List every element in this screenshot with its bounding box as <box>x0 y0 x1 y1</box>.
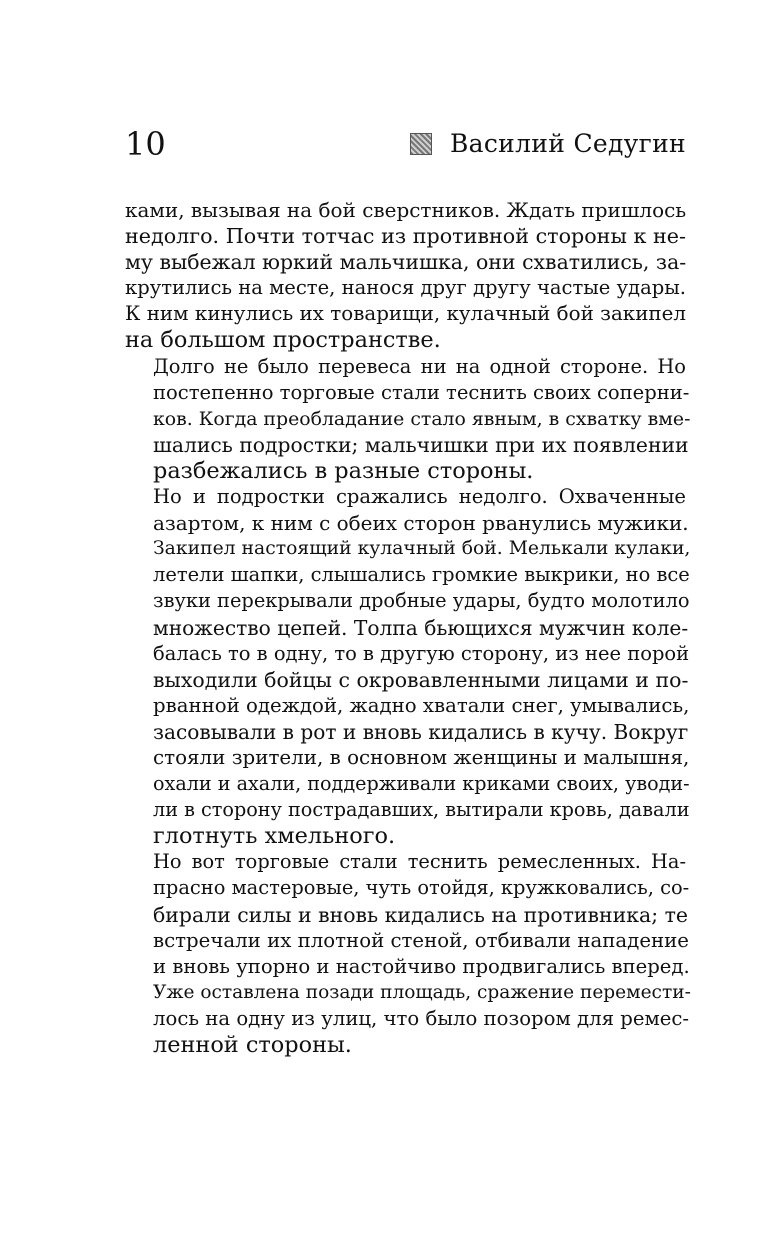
text-line: стояли зрители, в основном женщины и малышня, <box>153 745 690 769</box>
text-line: на большом пространстве. <box>125 327 441 354</box>
text-line: постепенно торговые стали теснить своих соперни- <box>153 380 690 404</box>
text-line: ков. Когда преобладание стало явным, в схватку вме- <box>153 407 691 430</box>
text-line: ленной стороны. <box>153 1032 352 1058</box>
text-line: летели шапки, слышались громкие выкрики, но все <box>153 563 690 587</box>
text-line: Долго не было перевеса ни на одной стороне. Но <box>153 354 686 378</box>
text-line: бирали силы и вновь кидались на противника; те <box>153 902 688 927</box>
body-text <box>125 197 691 1058</box>
text-line: ли в сторону пострадавших, вытирали кровь, давали <box>153 798 690 822</box>
text-line: глотнуть хмельного. <box>153 823 396 850</box>
paragraph <box>125 849 691 1058</box>
paragraph <box>125 484 691 850</box>
text-line: крутились на месте, нанося друг другу частые удары. <box>125 276 686 300</box>
text-line: шались подростки; мальчишки при их появлении <box>153 432 689 457</box>
text-line: Но и подростки сражались недолго. Охваченные <box>153 485 686 509</box>
text-line: К ним кинулись их товарищи, кулачный бой закипел <box>125 302 686 326</box>
paragraph <box>125 354 691 484</box>
text-line: Но вот торговые стали теснить ремесленных. На- <box>153 850 686 874</box>
text-line: балась то в одну, то в другую сторону, из нее порой <box>153 641 690 665</box>
text-line: засовывали в рот и вновь кидались в кучу. Вокруг <box>153 719 689 744</box>
square-ornament-icon <box>410 133 432 155</box>
text-line: звуки перекрывали дробные удары, будто молотило <box>153 589 690 613</box>
text-line: лось на одну из улиц, что было позором для ремес- <box>153 1006 690 1030</box>
text-line: Уже оставлена позади площадь, сражение перемести- <box>153 981 691 1003</box>
text-line: встречали их плотной стеной, отбивали нападение <box>153 928 689 952</box>
page-header <box>125 122 686 166</box>
text-line: му выбежал юркий мальчишка, они схватились, за- <box>125 250 687 275</box>
page-number: 10 <box>125 125 166 163</box>
text-line: множество цепей. Толпа бьющихся мужчин коле- <box>153 615 689 640</box>
running-head <box>410 122 686 166</box>
text-line: рванной одеждой, жадно хватали снег, умывались, <box>153 693 690 717</box>
text-line: охали и ахали, поддерживали криками своих, уводи- <box>153 772 690 796</box>
author-name: Василий Седугин <box>449 129 686 158</box>
text-line: разбежались в разные стороны. <box>153 457 534 484</box>
text-line: недолго. Почти тотчас из противной стороны к не- <box>125 224 686 249</box>
paragraph <box>125 197 686 354</box>
text-line: прасно мастеровые, чуть отойдя, кружковались, со- <box>153 876 690 900</box>
text-line: азартом, к ним с обеих сторон рванулись мужики. <box>153 511 689 536</box>
text-line: Закипел настоящий кулачный бой. Мелькали кулаки, <box>153 538 691 560</box>
text-line: выходили бойцы с окровавленными лицами и по- <box>153 667 689 692</box>
text-line: ками, вызывая на бой сверстников. Ждать пришлось <box>125 198 687 222</box>
text-line: и вновь упорно и настойчиво продвигались вперед. <box>153 954 690 978</box>
